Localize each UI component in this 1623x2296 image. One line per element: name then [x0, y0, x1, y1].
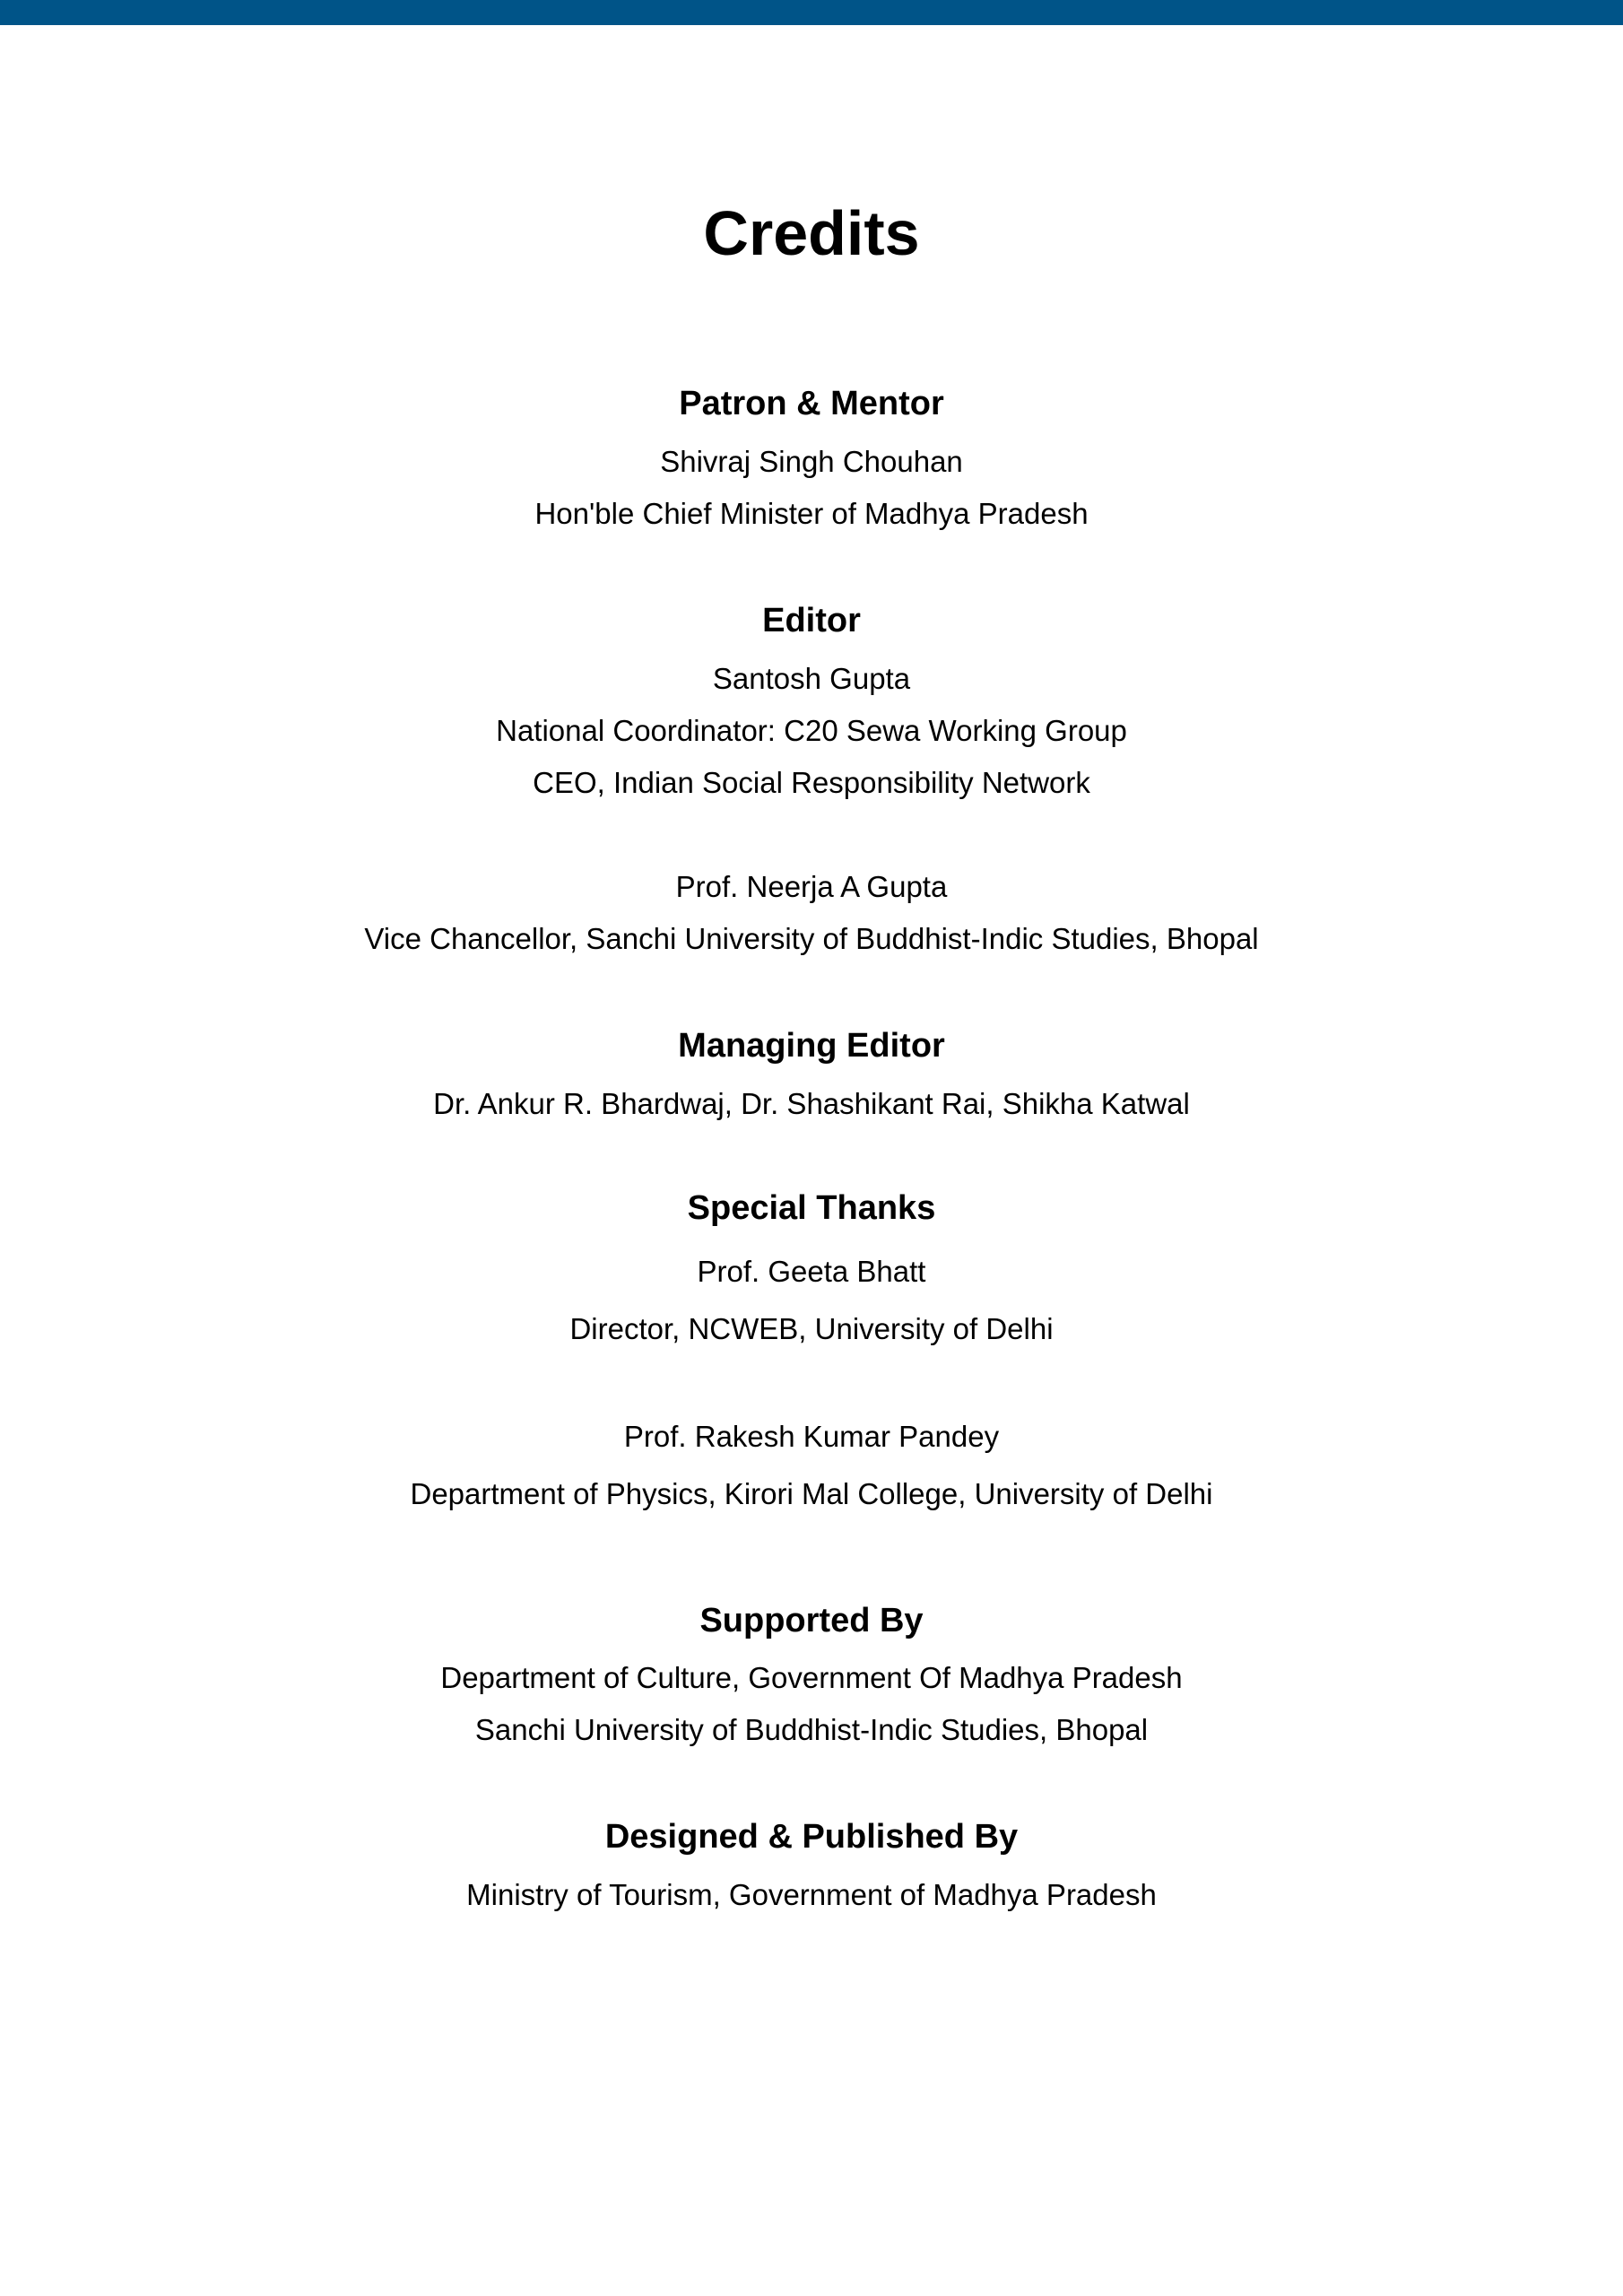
managing-editor-names: Dr. Ankur R. Bhardwaj, Dr. Shashikant Rai, Shikha Katwal: [433, 1087, 1190, 1120]
editor-heading: Editor: [762, 602, 861, 639]
editor-org: CEO, Indian Social Responsibility Network: [533, 766, 1090, 799]
special-thanks-name-1: Prof. Geeta Bhatt: [697, 1255, 926, 1288]
editor-role: National Coordinator: C20 Sewa Working Group: [496, 714, 1127, 747]
patron-name: Shivraj Singh Chouhan: [660, 445, 963, 478]
designed-by-heading: Designed & Published By: [604, 1818, 1019, 1856]
managing-editor-heading: Managing Editor: [678, 1027, 945, 1065]
patron-heading: Patron & Mentor: [679, 385, 944, 422]
top-accent-bar: [0, 0, 1623, 25]
special-thanks-role-2: Department of Physics, Kirori Mal College, University of Delhi: [410, 1477, 1213, 1510]
page-title: Credits: [703, 198, 920, 268]
supported-by-heading: Supported By: [699, 1602, 924, 1639]
special-thanks-name-2: Prof. Rakesh Kumar Pandey: [623, 1420, 1000, 1453]
supported-by-org-1: Department of Culture, Government Of Madhya Pradesh: [440, 1661, 1183, 1694]
editor-role-2: Vice Chancellor, Sanchi University of Buddhist-Indic Studies, Bhopal: [364, 922, 1259, 955]
patron-title: Hon'ble Chief Minister of Madhya Pradesh: [534, 497, 1089, 530]
designed-by-org: Ministry of Tourism, Government of Madhya Pradesh: [466, 1878, 1157, 1911]
editor-name-2: Prof. Neerja A Gupta: [675, 870, 948, 903]
special-thanks-role-1: Director, NCWEB, University of Delhi: [569, 1312, 1054, 1345]
special-thanks-heading: Special Thanks: [687, 1189, 936, 1227]
editor-name: Santosh Gupta: [712, 662, 911, 695]
supported-by-org-2: Sanchi University of Buddhist-Indic Studies, Bhopal: [474, 1713, 1149, 1746]
